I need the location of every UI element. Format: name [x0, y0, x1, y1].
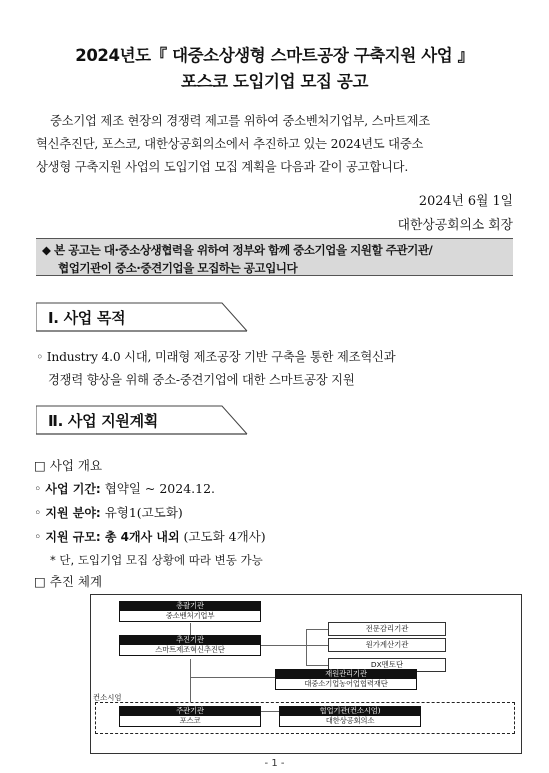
- section-heading-label: Ⅰ. 사업 목적: [48, 309, 126, 327]
- page-title-line1: 2024년도『 대중소상생형 스마트공장 구축지원 사업 』: [75, 46, 474, 65]
- connector-line: [306, 629, 307, 665]
- plan-item-value: 유형1(고도화): [104, 505, 183, 520]
- intro-line: 혁신추진단, 포스코, 대한상공회의소에서 추진하고 있는 2024년도 대중소: [36, 137, 424, 151]
- org-box-body: 스마트제조혁신추진단: [119, 645, 261, 656]
- connector-line: [306, 645, 328, 646]
- connector-line: [190, 659, 191, 702]
- notice-line: ◆ 본 공고는 대·중소상생협력을 위하여 정부와 함께 중소기업을 지원할 주관기관/: [42, 243, 433, 257]
- org-box-body: 중소벤처기업부: [119, 611, 261, 622]
- plan-item-label: 지원 분야:: [45, 506, 101, 520]
- connector-line: [306, 665, 328, 666]
- purpose-paragraph: [36, 346, 516, 392]
- structure-heading: □ 추진 체계: [34, 574, 103, 589]
- org-box-head: 재원관리기관: [275, 669, 417, 679]
- org-promote-box: [119, 635, 261, 656]
- plan-item-label: 지원 규모: 총 4개사 내외: [45, 530, 180, 544]
- issue-block: [398, 190, 513, 238]
- plan-item: ◦ 사업 기간: 협약일 ~ 2024.12.: [34, 481, 216, 496]
- intro-paragraph: [36, 110, 514, 179]
- org-general-box: [119, 601, 261, 622]
- plan-list: [34, 454, 514, 572]
- page-number: - 1 -: [264, 758, 285, 769]
- plan-item-value: 협약일 ~ 2024.12.: [104, 481, 216, 496]
- org-box-head: 주관기관: [119, 706, 261, 716]
- plan-item: ◦ 지원 규모: 총 4개사 내외 (고도화 4개사): [34, 529, 266, 544]
- connector-line: [261, 645, 306, 646]
- org-box-body: 대한상공회의소: [279, 716, 421, 727]
- plan-item: ◦ 지원 분야: 유형1(고도화): [34, 505, 183, 520]
- issue-date: 2024년 6월 1일: [418, 194, 513, 209]
- overview-heading: □ 사업 개요: [34, 458, 103, 473]
- org-lead-box: [119, 706, 261, 727]
- notice-box: [36, 238, 513, 276]
- section-heading-purpose: [36, 302, 248, 332]
- org-right-box: 원가계산기관: [328, 638, 446, 652]
- plan-item-label: 사업 기간:: [45, 482, 101, 496]
- section-heading-label: Ⅱ. 사업 지원계획: [48, 412, 158, 430]
- notice-line: 협업기관이 중소·중견기업을 모집하는 공고입니다: [58, 261, 298, 275]
- section-heading-plan: [36, 405, 248, 435]
- connector-line: [190, 677, 275, 678]
- consortium-label: 컨소시엄: [93, 693, 122, 702]
- org-box-head: 총괄기관: [119, 601, 261, 611]
- org-box-body: 포스코: [119, 716, 261, 727]
- org-right-box: 전문감리기관: [328, 622, 446, 636]
- intro-line: 상생형 구축지원 사업의 도입기업 모집 계획을 다음과 같이 공고합니다.: [36, 160, 409, 174]
- purpose-line: 경쟁력 향상을 위해 중소-중견기업에 대한 스마트공장 지원: [48, 373, 355, 387]
- plan-note: * 단, 도입기업 모집 상황에 따라 변동 가능: [50, 553, 263, 567]
- org-box-head: 추진기관: [119, 635, 261, 645]
- plan-item-value: (고도화 4개사): [183, 529, 266, 544]
- org-right-box: DX멘토단: [328, 658, 446, 672]
- issuer-name: 대한상공회의소 회장: [397, 218, 513, 233]
- org-chart: [90, 594, 522, 754]
- page-title-line2: 포스코 도입기업 모집 공고: [181, 72, 368, 91]
- org-finance-box: [275, 669, 417, 690]
- org-partner-box: [279, 706, 421, 727]
- org-box-body: 대중소기업농어업협력재단: [275, 679, 417, 690]
- org-box-head: 협업기관(컨소시엄): [279, 706, 421, 716]
- purpose-line: ◦ Industry 4.0 시대, 미래형 제조공장 기반 구축을 통한 제조혁신과: [36, 350, 396, 364]
- intro-line: 중소기업 제조 현장의 경쟁력 제고를 위하여 중소벤처기업부, 스마트제조: [50, 114, 431, 128]
- connector-line: [306, 629, 328, 630]
